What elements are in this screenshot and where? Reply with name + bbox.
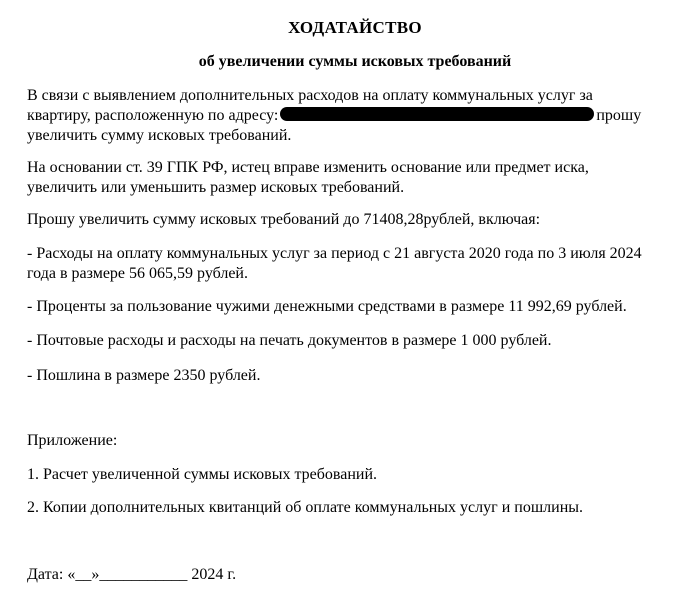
document-title: ХОДАТАЙСТВО bbox=[288, 18, 422, 37]
list-item: - Пошлина в размере 2350 рублей. bbox=[27, 367, 261, 384]
address-line bbox=[27, 106, 677, 126]
redacted-address bbox=[280, 107, 594, 121]
list-item: - Расходы на оплату коммунальных услуг за период с 21 августа 2020 года по 3 июля 2024 bbox=[27, 245, 642, 262]
list-item: - Почтовые расходы и расходы на печать документов в размере 1 000 рублей. bbox=[27, 332, 552, 349]
paragraph-line: увеличить или уменьшить размер исковых требований. bbox=[27, 179, 405, 196]
list-item: года в размере 56 065,59 рублей. bbox=[27, 265, 248, 282]
attachment-item: 2. Копии дополнительных квитанций об оплате коммунальных услуг и пошлины. bbox=[27, 499, 584, 516]
list-item: - Проценты за пользование чужими денежными средствами в размере 11 992,69 рублей. bbox=[27, 298, 627, 315]
address-line-end: прошу bbox=[596, 107, 642, 124]
paragraph-line: увеличить сумму исковых требований. bbox=[27, 127, 292, 144]
document-subtitle: об увеличении суммы исковых требований bbox=[198, 53, 512, 70]
paragraph-line: В связи с выявлением дополнительных расходов на оплату коммунальных услуг за bbox=[27, 87, 593, 104]
date-line: Дата: «__»___________ 2024 г. bbox=[27, 566, 237, 583]
address-label: квартиру, расположенную по адресу: bbox=[27, 107, 279, 124]
attachment-item: 1. Расчет увеличенной суммы исковых требований. bbox=[27, 466, 378, 483]
paragraph-line: На основании ст. 39 ГПК РФ, истец вправе изменить основание или предмет иска, bbox=[27, 159, 589, 176]
attachments-heading: Приложение: bbox=[27, 432, 118, 449]
paragraph-line: Прошу увеличить сумму исковых требований до 71408,28рублей, включая: bbox=[27, 211, 541, 228]
